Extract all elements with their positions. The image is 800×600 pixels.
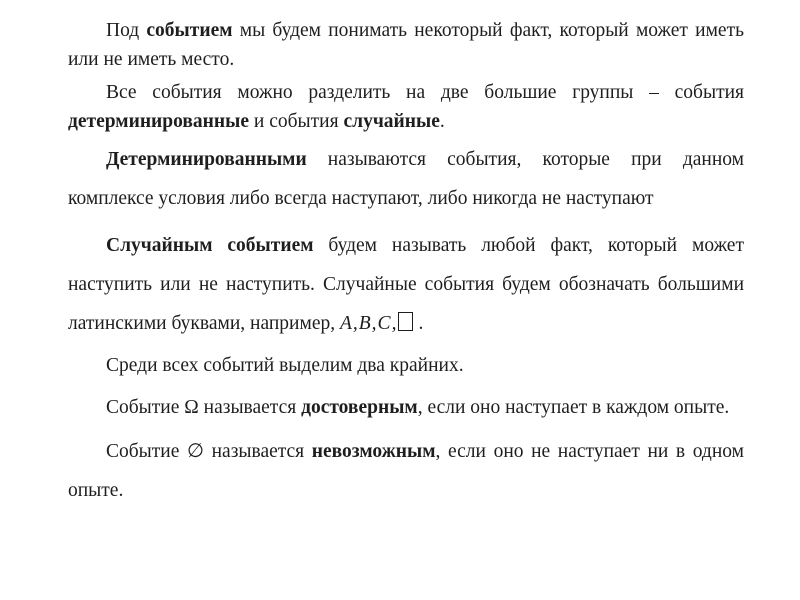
- term-impossible: невозможным: [311, 441, 436, 462]
- text-span: называется: [198, 397, 302, 418]
- text-span: называется: [204, 441, 312, 462]
- term-deterministic-events: Детерминированными: [106, 149, 307, 170]
- empty-set-symbol: ∅: [187, 441, 204, 462]
- paragraph-certain-event: [68, 388, 744, 427]
- term-random-event: Случайным событием: [106, 235, 314, 256]
- text-span: , если оно наступает в каждом опыте.: [417, 397, 730, 418]
- term-certain: достоверным: [301, 397, 418, 418]
- paragraph-random-event-definition: [68, 226, 744, 343]
- term-random: случайные: [343, 111, 440, 132]
- paragraph-event-groups: [68, 78, 744, 136]
- term-event: событием: [146, 20, 233, 41]
- paragraph-deterministic-definition: [68, 140, 744, 218]
- omega-symbol: Ω: [184, 397, 199, 418]
- text-span: , если оно не наступает ни в одном опыте.: [68, 441, 744, 501]
- text-span: Событие: [106, 397, 185, 418]
- paragraph-event-definition: [68, 16, 744, 74]
- math-letters: A,B,C,: [339, 313, 398, 334]
- text-span: Под: [106, 20, 147, 41]
- paragraph-impossible-event: [68, 432, 744, 510]
- text-span: .: [418, 313, 424, 334]
- text-span: будем называть любой факт, который может наступить или не наступить. Случайные события будем обозначать большими латинскими буквами, например,: [68, 235, 744, 334]
- text-span: .: [439, 111, 445, 132]
- text-span: мы будем понимать некоторый факт, который может иметь или не иметь место.: [68, 20, 744, 70]
- text-span: Среди всех событий выделим два крайних.: [106, 355, 464, 376]
- text-span: Событие: [106, 441, 187, 462]
- text-span: называются события, которые при данном комплексе условия либо всегда наступают, либо никогда не наступают: [68, 149, 744, 209]
- text-span: и события: [249, 111, 344, 132]
- term-deterministic: детерминированные: [68, 111, 250, 132]
- text-span: Все события можно разделить на две большие группы – события: [106, 82, 744, 103]
- missing-glyph-box-icon: [398, 312, 413, 331]
- paragraph-extreme-events: [68, 351, 744, 380]
